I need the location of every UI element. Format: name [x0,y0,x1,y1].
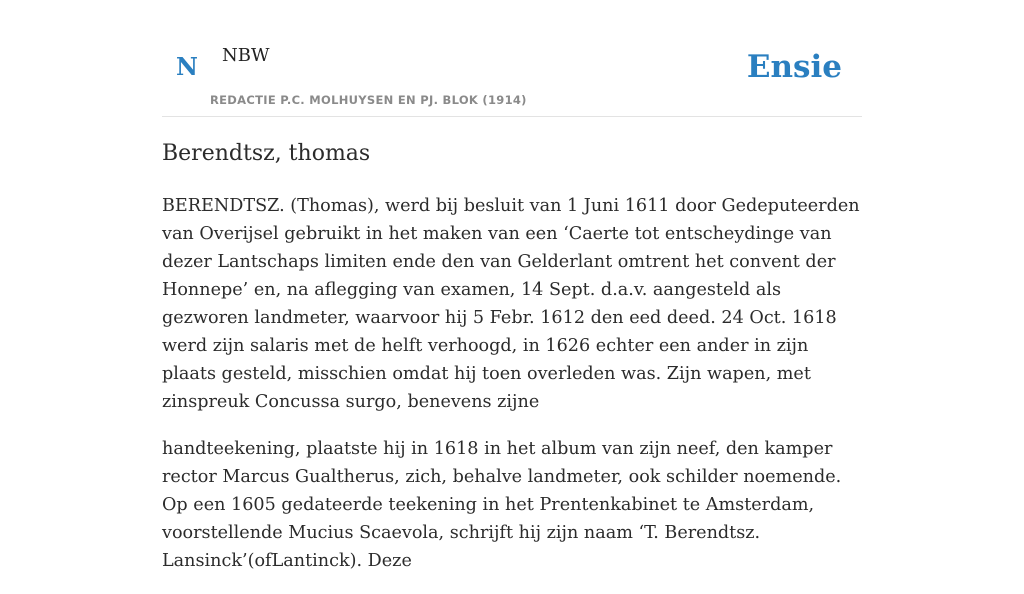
work-title[interactable]: NBW [222,45,270,66]
entry-body [162,192,866,594]
work-subtitle: REDACTIE P.C. MOLHUYSEN EN PJ. BLOK (1914) [210,93,527,107]
site-header [162,0,862,117]
entry-paragraph: BERENDTSZ. (Thomas), werd bij besluit van 1 Juni 1611 door Gedeputeerden van Overijsel gebruikt in het maken van een ‘Caerte tot entscheydinge van dezer Lantschaps limiten ende den van Gelderlant omtrent het convent der Honnepe’ en, na aflegging van examen, 14 Sept. d.a.v. aangesteld als gezworen landmeter, waarvoor hij 5 Febr. 1612 den eed deed. 24 Oct. 1618 werd zijn salaris met de helft verhoogd, in 1626 echter een ander in zijn plaats gesteld, misschien omdat hij toen overleden was. Zijn wapen, met zinspreuk Concussa surgo, benevens zijne [162,196,860,412]
entry-paragraph: handteekening, plaatste hij in 1618 in het album van zijn neef, den kamper rector Marcus Gualtherus, zich, behalve landmeter, ook schilder noemende. Op een 1605 gedateerde teekening in het Prentenkabinet te Amsterdam, voorstellende Mucius Scaevola, schrijft hij zijn naam ‘T. Berendtsz. Lansinck’(ofLantinck). Deze [162,439,842,571]
work-logo[interactable]: N [176,52,198,81]
entry-title: Berendtsz, thomas [162,141,371,166]
brand-logo[interactable]: Ensie [746,49,842,85]
